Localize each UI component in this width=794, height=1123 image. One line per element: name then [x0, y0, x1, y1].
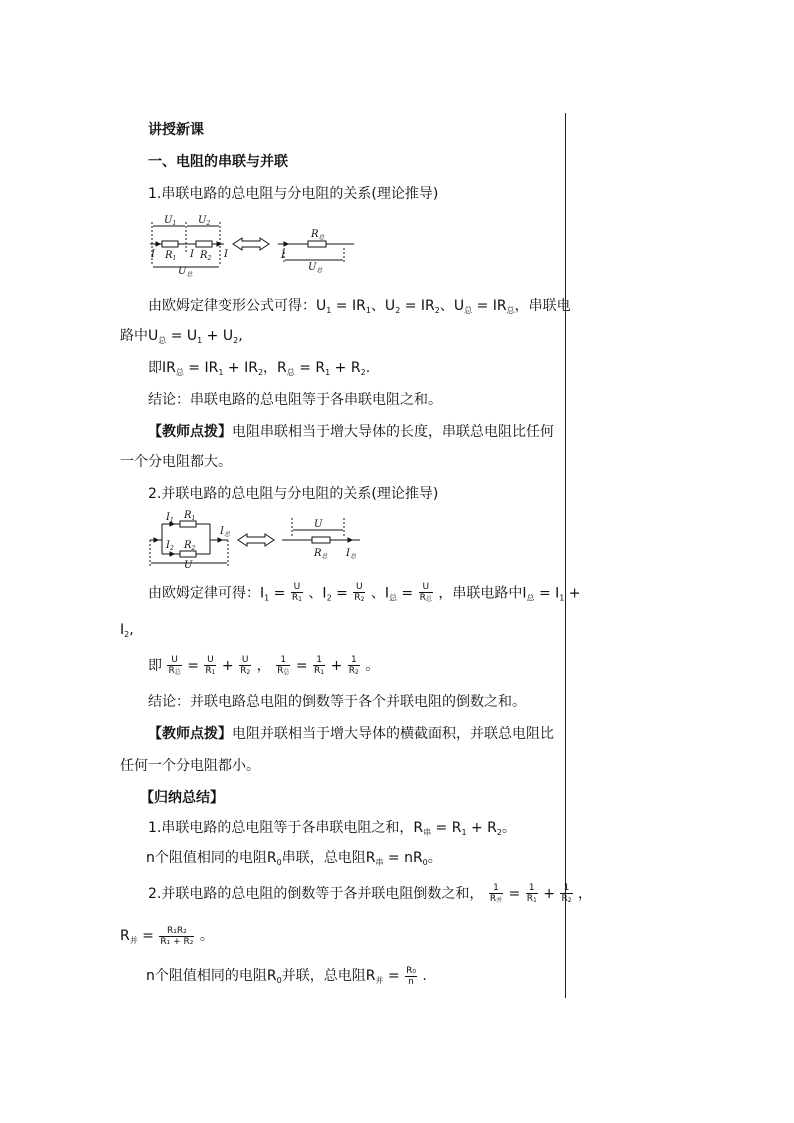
label-i-left: I: [151, 249, 155, 260]
label-r2: $R_2$: [184, 540, 196, 552]
label-i1: $I_1$: [166, 512, 174, 524]
fraction: $\frac{U}{R1}$: [205, 654, 216, 676]
label-r-total: $R_总$: [311, 229, 325, 241]
parallel-derivation-line1: 由欧姆定律可得：$I_1$ = $\frac{U}{R1}$ 、$I_2$ = $\frac{U}{R2}$ 、$I_总$ = $\frac{U}{\text{R总}}$ ，串联电路中$I_总 = I_1$ +: [148, 582, 581, 603]
label-u2: $U_2$: [198, 215, 211, 227]
label-r1: $R_1$: [184, 510, 196, 522]
label-i-total: $I_总$: [220, 526, 230, 538]
fraction: $\frac{1}{R1}$: [314, 654, 325, 676]
ohm-derivation-line1: 由欧姆定律变形公式可得：$U_1 = IR_1$、$U_2 = IR_2$、$U_总 = IR_总$，串联电: [148, 298, 571, 315]
label-u: U: [184, 560, 193, 571]
parallel-circuit-diagram: [148, 510, 363, 571]
summary-item-4: n个阻值相同的电阻$R_0$并联，总电阻$R_并$ = $\frac{\text{R₀}}{n}$ .: [146, 965, 427, 987]
label-u-total-right: $U_总$: [308, 262, 323, 274]
label-i-total: I: [281, 250, 285, 261]
series-circuit-diagram: [148, 212, 363, 278]
teacher-tip-parallel-cont: 任何一个分电阻都小。: [120, 758, 260, 774]
summary-item-2: n个阻值相同的电阻$R_0$串联，总电阻$R_串 = nR_0$。: [146, 850, 442, 867]
fraction: $\frac{U}{R2}$: [354, 582, 365, 603]
series-subtitle: 1.串联电路的总电阻与分电阻的关系(理论推导): [148, 186, 439, 202]
fraction: $\frac{\text{R₁R₂}}{\text{R₁ + R₂}}$: [160, 925, 194, 947]
margin-rule: [565, 113, 566, 998]
teacher-tip-parallel: 【教师点拨】电阻并联相当于增大导体的横截面积，并联总电阻比: [148, 726, 554, 742]
lesson-heading: 讲授新课: [148, 122, 204, 138]
ohm-derivation-line2: 路中$U_总 = U_1 + U_2$,: [120, 328, 243, 345]
label-u-total: $U_总$: [178, 266, 193, 278]
fraction: $\frac{1}{\text{R总}}$: [277, 654, 290, 676]
fraction: $\frac{U}{\text{R总}}$: [168, 654, 181, 676]
teacher-tip-series: 【教师点拨】电阻串联相当于增大导体的长度，串联总电阻比任何: [148, 424, 554, 440]
label-r-total: $R_总$: [314, 548, 328, 560]
section-title: 一、电阻的串联与并联: [148, 154, 288, 170]
series-conclusion: 结论：串联电路的总电阻等于各串联电阻之和。: [148, 392, 442, 408]
summary-item-1: 1.串联电路的总电阻等于各串联电阻之和，$R_串 = R_1 + R_2$。: [148, 820, 516, 837]
parallel-derivation-line2: $I_2$,: [120, 622, 134, 639]
label-i-total-right: $I_总$: [346, 548, 356, 560]
teacher-tip-series-cont: 一个分电阻都大。: [120, 454, 232, 470]
fraction: $\frac{1}{R2}$: [561, 882, 572, 904]
fraction: $\frac{U}{R2}$: [240, 654, 251, 676]
label-u1: $U_1$: [164, 215, 177, 227]
fraction: $\frac{1}{\text{R并}}$: [489, 882, 503, 904]
summary-item-3-cont: $R_并$ = $\frac{\text{R₁R₂}}{\text{R₁ + R₂}}$ 。: [120, 925, 214, 947]
summary-heading: 【归纳总结】: [140, 790, 224, 806]
label-i-right: I: [224, 249, 228, 260]
label-u-right: U: [314, 519, 323, 530]
fraction: $\frac{1}{R1}$: [526, 882, 537, 904]
label-i-mid: I: [190, 249, 194, 260]
series-result-line: 即$IR_总 = IR_1 + IR_2$，$R_总 = R_1 + R_2$.: [148, 360, 371, 377]
label-r2: $R_2$: [200, 250, 212, 262]
fraction: $\frac{1}{R2}$: [348, 654, 359, 676]
parallel-subtitle: 2.并联电路的总电阻与分电阻的关系(理论推导): [148, 486, 439, 502]
label-r1: $R_1$: [165, 250, 177, 262]
fraction: $\frac{U}{R1}$: [291, 582, 302, 603]
fraction: $\frac{\text{R₀}}{n}$: [406, 965, 416, 987]
label-i2: $I_2$: [166, 540, 174, 552]
parallel-conclusion: 结论：并联电路总电阻的倒数等于各个并联电阻的倒数之和。: [148, 694, 526, 710]
fraction: $\frac{U}{\text{R总}}$: [419, 582, 432, 603]
parallel-result-line: 即 $\frac{U}{\text{R总}}$ = $\frac{U}{R1}$ + $\frac{U}{R2}$ ， $\frac{1}{\text{R总}}$ = $\frac{1}{R1}$ + $\frac{1}{R2}$ 。: [148, 654, 380, 676]
summary-item-3: 2.并联电路的总电阻的倒数等于各并联电阻倒数之和， $\frac{1}{\text{R并}}$ = $\frac{1}{R1}$ + $\frac{1}{R2}$ ，: [148, 882, 593, 904]
